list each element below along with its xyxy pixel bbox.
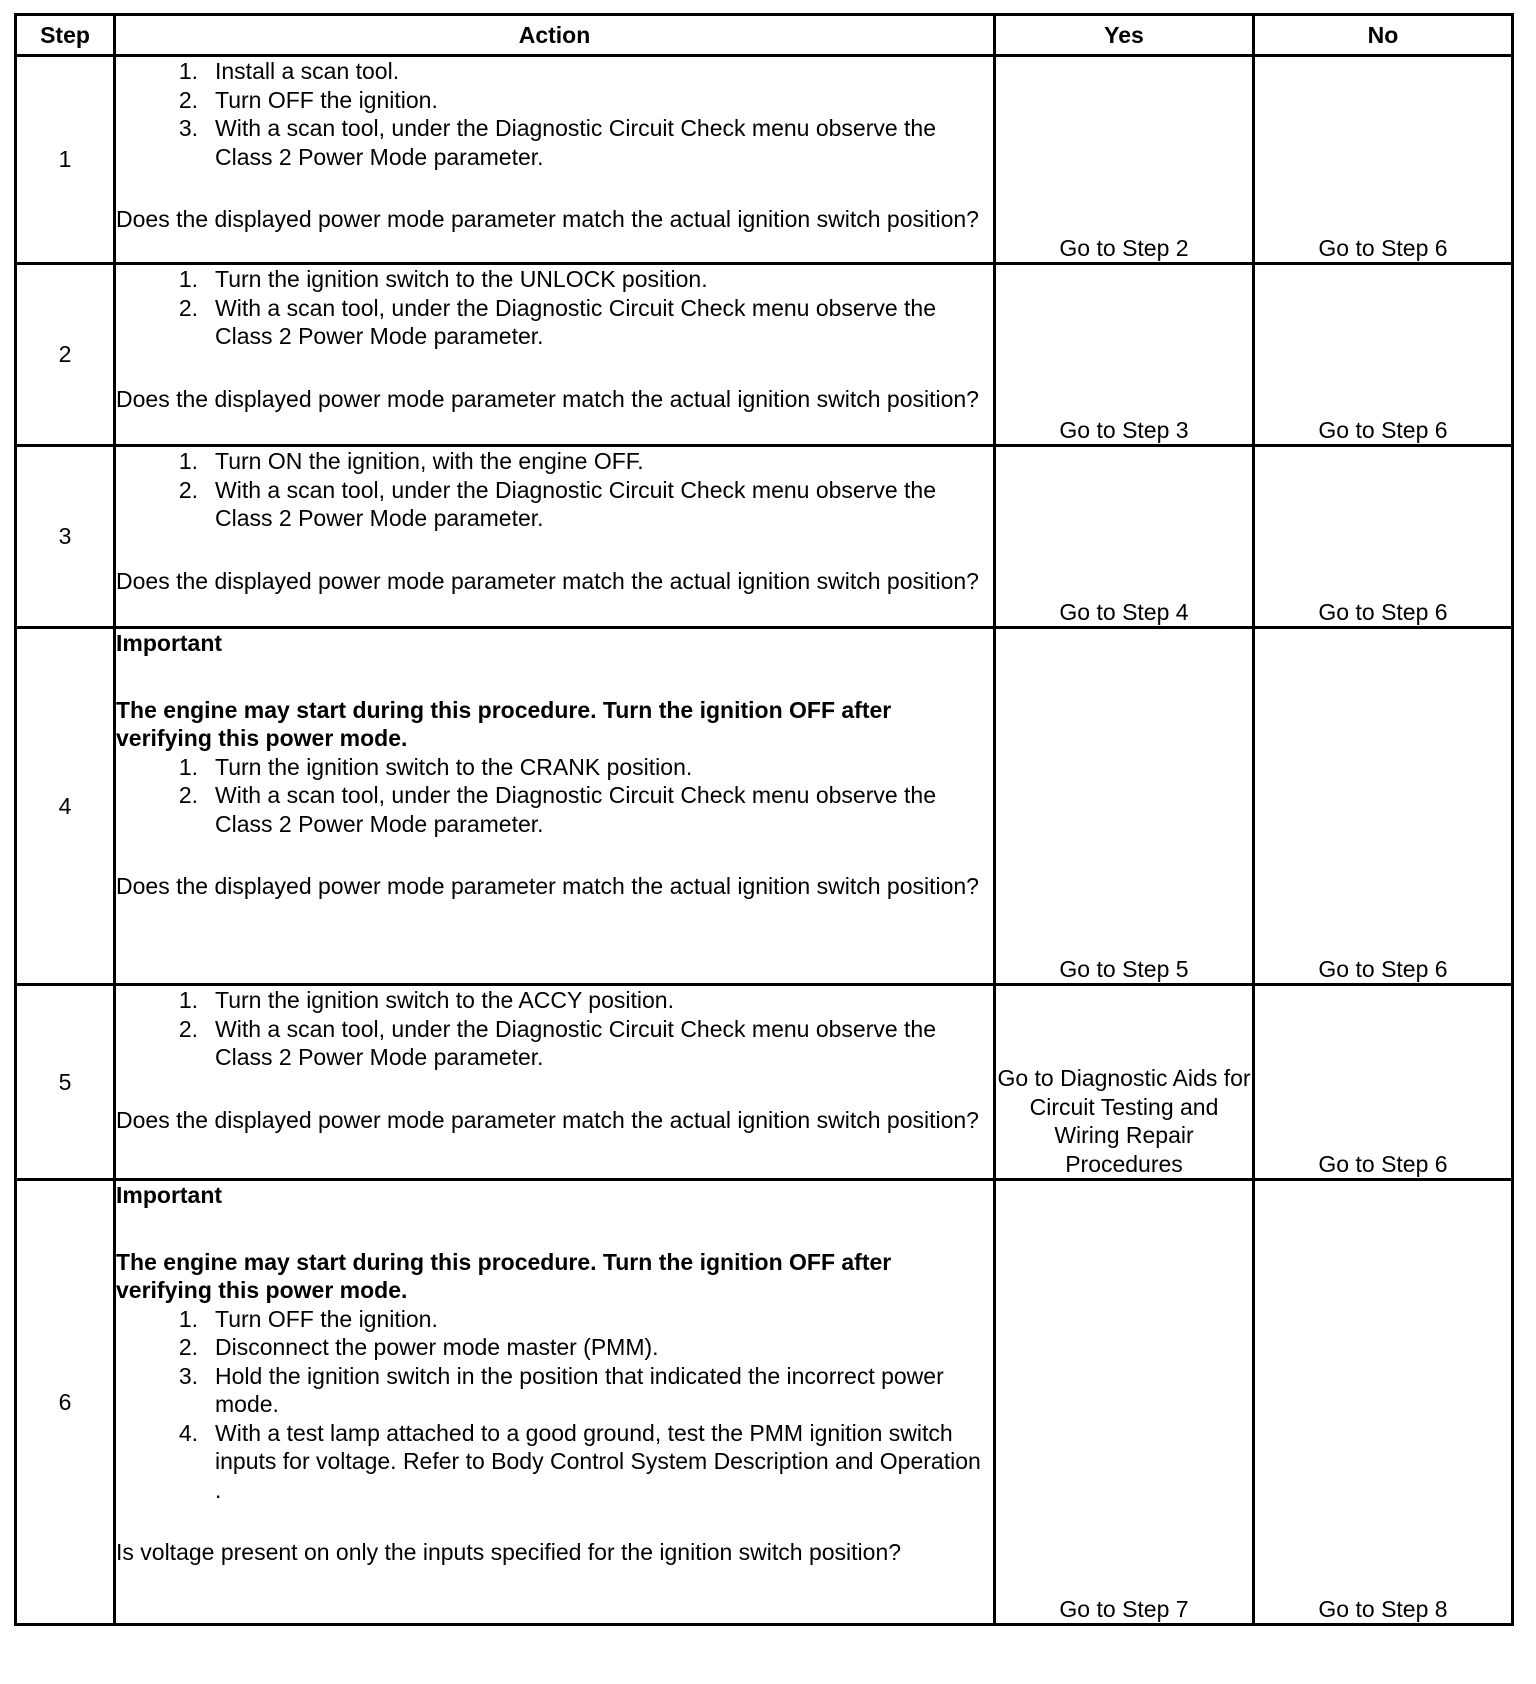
item-number: 2. <box>178 1334 198 1360</box>
header-step: Step <box>16 15 115 56</box>
yes-outcome: Go to Step 7 <box>995 1180 1254 1625</box>
yes-outcome: Go to Step 5 <box>995 628 1254 985</box>
instruction-list <box>116 986 993 1072</box>
item-text: Turn the ignition switch to the UNLOCK position. <box>215 266 708 292</box>
step-number: 1 <box>16 56 115 264</box>
important-heading: Important <box>116 630 223 656</box>
list-item <box>160 476 993 533</box>
yes-outcome: Go to Step 2 <box>995 56 1254 264</box>
instruction-list <box>116 753 993 839</box>
item-number: 4. <box>178 1419 198 1446</box>
item-number: 2. <box>178 476 198 503</box>
instruction-list <box>116 447 993 533</box>
list-item <box>160 86 993 115</box>
no-outcome: Go to Step 6 <box>1254 985 1513 1180</box>
item-number: 1. <box>178 1305 198 1332</box>
step-number: 5 <box>16 985 115 1180</box>
diagnostic-table <box>14 13 1514 1626</box>
no-outcome: Go to Step 8 <box>1254 1180 1513 1625</box>
list-item <box>160 781 993 838</box>
item-number: 1. <box>178 58 198 84</box>
important-heading: Important <box>116 1182 223 1208</box>
no-outcome: Go to Step 6 <box>1254 628 1513 985</box>
list-item <box>160 986 993 1015</box>
item-number: 2. <box>178 1015 198 1042</box>
item-number: 2. <box>178 86 198 113</box>
item-text: Turn OFF the ignition. <box>215 86 438 113</box>
item-number: 1. <box>178 448 198 474</box>
step-number: 3 <box>16 446 115 628</box>
yes-outcome: Go to Diagnostic Aids for Circuit Testing and Wiring Repair Procedures <box>995 985 1254 1180</box>
instruction-list <box>116 265 993 351</box>
step-number: 2 <box>16 264 115 446</box>
action-cell <box>115 264 995 446</box>
item-text: With a scan tool, under the Diagnostic Circuit Check menu observe the Class 2 Power Mode parameter. <box>215 115 937 170</box>
table-row <box>16 1180 1513 1625</box>
action-cell <box>115 1180 995 1625</box>
header-action: Action <box>115 15 995 56</box>
item-text: Turn ON the ignition, with the engine OFF. <box>215 448 644 474</box>
item-text: With a scan tool, under the Diagnostic Circuit Check menu observe the Class 2 Power Mode parameter. <box>215 1015 937 1070</box>
yes-outcome: Go to Step 3 <box>995 264 1254 446</box>
list-item <box>160 57 993 86</box>
item-number: 3. <box>178 1362 198 1389</box>
item-number: 3. <box>178 115 198 141</box>
no-outcome: Go to Step 6 <box>1254 264 1513 446</box>
item-number: 1. <box>178 753 198 780</box>
action-cell <box>115 628 995 985</box>
item-text: With a scan tool, under the Diagnostic Circuit Check menu observe the Class 2 Power Mode parameter. <box>215 782 937 837</box>
no-outcome: Go to Step 6 <box>1254 446 1513 628</box>
important-warning: The engine may start during this procedure. Turn the ignition OFF after verifying this power mode. <box>116 1248 892 1303</box>
list-item <box>160 294 993 351</box>
question-text: Does the displayed power mode parameter match the actual ignition switch position? <box>116 873 979 899</box>
instruction-list <box>116 1305 993 1505</box>
question-text: Does the displayed power mode parameter match the actual ignition switch position? <box>116 567 979 594</box>
header-row <box>16 15 1513 56</box>
item-number: 2. <box>178 294 198 321</box>
important-warning: The engine may start during this procedure. Turn the ignition OFF after verifying this power mode. <box>116 696 892 751</box>
item-text: With a scan tool, under the Diagnostic Circuit Check menu observe the Class 2 Power Mode parameter. <box>215 476 937 531</box>
instruction-list <box>116 57 993 171</box>
action-cell <box>115 56 995 264</box>
question-text: Does the displayed power mode parameter match the actual ignition switch position? <box>116 206 979 232</box>
header-yes: Yes <box>995 15 1254 56</box>
list-item <box>160 114 993 171</box>
no-outcome: Go to Step 6 <box>1254 56 1513 264</box>
step-number: 6 <box>16 1180 115 1625</box>
item-text: With a scan tool, under the Diagnostic Circuit Check menu observe the Class 2 Power Mode parameter. <box>215 294 937 349</box>
list-item <box>160 447 993 476</box>
list-item <box>160 265 993 294</box>
list-item <box>160 1305 993 1334</box>
table-row <box>16 264 1513 446</box>
item-text: Install a scan tool. <box>215 58 400 84</box>
table-row <box>16 56 1513 264</box>
table-row <box>16 985 1513 1180</box>
question-text: Is voltage present on only the inputs specified for the ignition switch position? <box>116 1539 902 1565</box>
item-text: Disconnect the power mode master (PMM). <box>215 1334 659 1360</box>
item-text: Turn the ignition switch to the ACCY position. <box>215 987 674 1013</box>
item-text: Turn the ignition switch to the CRANK position. <box>215 753 693 780</box>
action-cell <box>115 446 995 628</box>
item-text: With a test lamp attached to a good ground, test the PMM ignition switch inputs for voltage. Refer to Body Control System Description and Operation . <box>215 1419 981 1503</box>
item-number: 2. <box>178 782 198 808</box>
item-number: 1. <box>178 266 198 292</box>
question-text: Does the displayed power mode parameter match the actual ignition switch position? <box>116 385 979 412</box>
yes-outcome: Go to Step 4 <box>995 446 1254 628</box>
header-no: No <box>1254 15 1513 56</box>
list-item <box>160 1362 993 1419</box>
list-item <box>160 753 993 782</box>
table-row <box>16 628 1513 985</box>
item-text: Turn OFF the ignition. <box>215 1305 438 1332</box>
table-row <box>16 446 1513 628</box>
list-item <box>160 1333 993 1362</box>
list-item <box>160 1015 993 1072</box>
list-item <box>160 1419 993 1505</box>
item-number: 1. <box>178 987 198 1013</box>
action-cell <box>115 985 995 1180</box>
step-number: 4 <box>16 628 115 985</box>
question-text: Does the displayed power mode parameter match the actual ignition switch position? <box>116 1106 979 1133</box>
item-text: Hold the ignition switch in the position that indicated the incorrect power mode. <box>215 1362 944 1417</box>
